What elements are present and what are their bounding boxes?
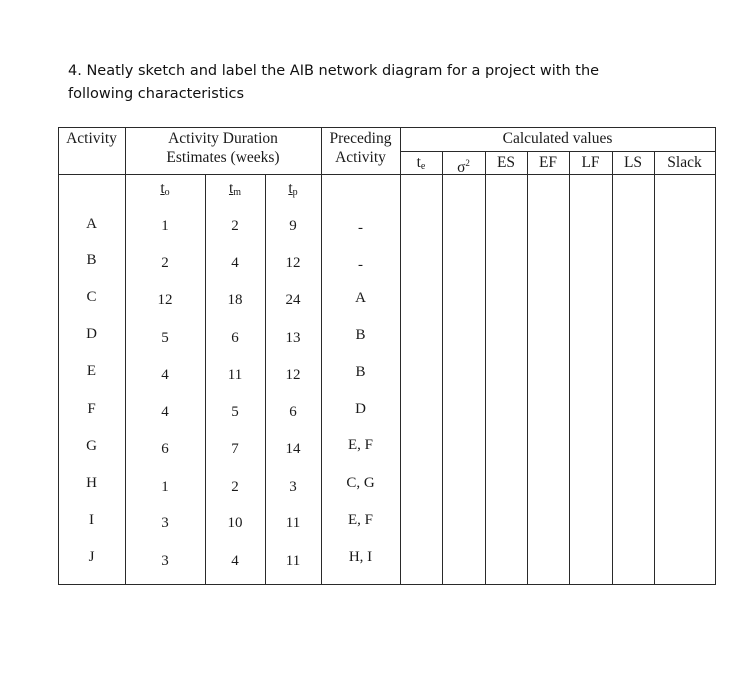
tm-header-base: t: [228, 180, 234, 197]
tp-header-base: t: [288, 180, 293, 197]
to-header: [125, 180, 205, 202]
question-line-2: following characteristics: [68, 86, 245, 102]
activity-cell: E: [86, 363, 97, 379]
tm-header-sub: m: [233, 187, 242, 198]
preceding-cell: E, F: [347, 512, 373, 528]
tp-cell: 12: [285, 367, 301, 383]
to-header-sub: o: [164, 187, 170, 198]
ls-header: LS: [623, 154, 643, 171]
tp-cell: 11: [285, 553, 301, 569]
tp-cell: 14: [285, 441, 301, 457]
table-right-border: [715, 127, 716, 585]
tm-cell: 10: [227, 515, 243, 531]
preceding-column-divider: [400, 127, 401, 585]
tm-cell: 11: [227, 367, 243, 383]
preceding-cell: E, F: [347, 437, 373, 453]
activity-cell: D: [86, 326, 97, 342]
preceding-header-line-1: Preceding: [329, 130, 392, 147]
tp-cell: 11: [285, 515, 301, 531]
to-cell: 6: [161, 441, 169, 457]
tm-cell: 5: [231, 404, 239, 420]
header-bottom-border: [58, 174, 716, 175]
preceding-header-line-2: Activity: [335, 149, 386, 166]
tm-cell: 18: [227, 292, 243, 308]
activity-cell: C: [86, 289, 97, 305]
to-cell: 12: [157, 292, 173, 308]
sigma-es-divider: [485, 151, 486, 585]
to-cell: 4: [161, 404, 169, 420]
to-cell: 2: [161, 255, 169, 271]
to-cell: 1: [161, 479, 169, 495]
duration-header-line-1: Activity Duration: [168, 130, 278, 147]
tm-cell: 6: [231, 330, 239, 346]
tp-cell: 24: [285, 292, 301, 308]
to-cell: 3: [161, 553, 169, 569]
te-header-base: t: [416, 154, 421, 171]
to-cell: 1: [161, 218, 169, 234]
table-top-border: [58, 127, 716, 128]
preceding-cell: B: [355, 327, 366, 343]
tp-cell: 13: [285, 330, 301, 346]
duration-header-line-2: Estimates (weeks): [166, 149, 280, 166]
tm-cell: 7: [231, 441, 239, 457]
question-line-1: 4. Neatly sketch and label the AIB network diagram for a project with the: [68, 63, 600, 79]
activity-cell: A: [86, 216, 97, 232]
to-cell: 5: [161, 330, 169, 346]
preceding-cell: H, I: [348, 549, 373, 565]
sigma-squared-header: [442, 154, 485, 177]
es-ef-divider: [527, 151, 528, 585]
activity-cell: B: [86, 252, 97, 268]
tp-header: [265, 180, 321, 202]
slack-header: Slack: [667, 154, 702, 171]
preceding-cell: -: [358, 257, 363, 273]
activity-cell: J: [88, 549, 95, 565]
ef-lf-divider: [569, 151, 570, 585]
tm-cell: 4: [231, 553, 239, 569]
preceding-cell: -: [358, 220, 363, 236]
tm-header: [205, 180, 265, 202]
te-header-sub: e: [420, 161, 426, 172]
preceding-cell: C, G: [346, 475, 375, 491]
lf-header: LF: [581, 154, 600, 171]
calculated-values-header: Calculated values: [502, 130, 613, 147]
to-header-base: t: [160, 180, 165, 197]
activity-cell: H: [86, 475, 97, 491]
te-header: [400, 154, 442, 176]
activity-header: Activity: [66, 130, 117, 147]
ls-slack-divider: [654, 151, 655, 585]
table-bottom-border: [58, 584, 716, 585]
activity-cell: G: [86, 438, 97, 454]
tp-cell: 12: [285, 255, 301, 271]
preceding-cell: D: [355, 401, 366, 417]
te-sigma-divider: [442, 151, 443, 585]
activity-cell: F: [87, 401, 96, 417]
tm-cell: 2: [231, 479, 239, 495]
tp-cell: 3: [289, 479, 297, 495]
preceding-cell: A: [355, 290, 366, 306]
preceding-cell: B: [355, 364, 366, 380]
sigma-header-sup: 2: [465, 158, 470, 168]
sigma-header-base: σ: [457, 159, 466, 176]
tp-cell: 9: [289, 218, 297, 234]
tm-cell: 2: [231, 218, 239, 234]
to-cell: 4: [161, 367, 169, 383]
calc-header-divider: [400, 151, 716, 152]
activity-cell: I: [89, 512, 94, 528]
to-cell: 3: [161, 515, 169, 531]
tp-header-sub: p: [292, 187, 298, 198]
lf-ls-divider: [612, 151, 613, 585]
tp-cell: 6: [289, 404, 297, 420]
es-header: ES: [496, 154, 516, 171]
ef-header: EF: [538, 154, 558, 171]
tm-cell: 4: [231, 255, 239, 271]
